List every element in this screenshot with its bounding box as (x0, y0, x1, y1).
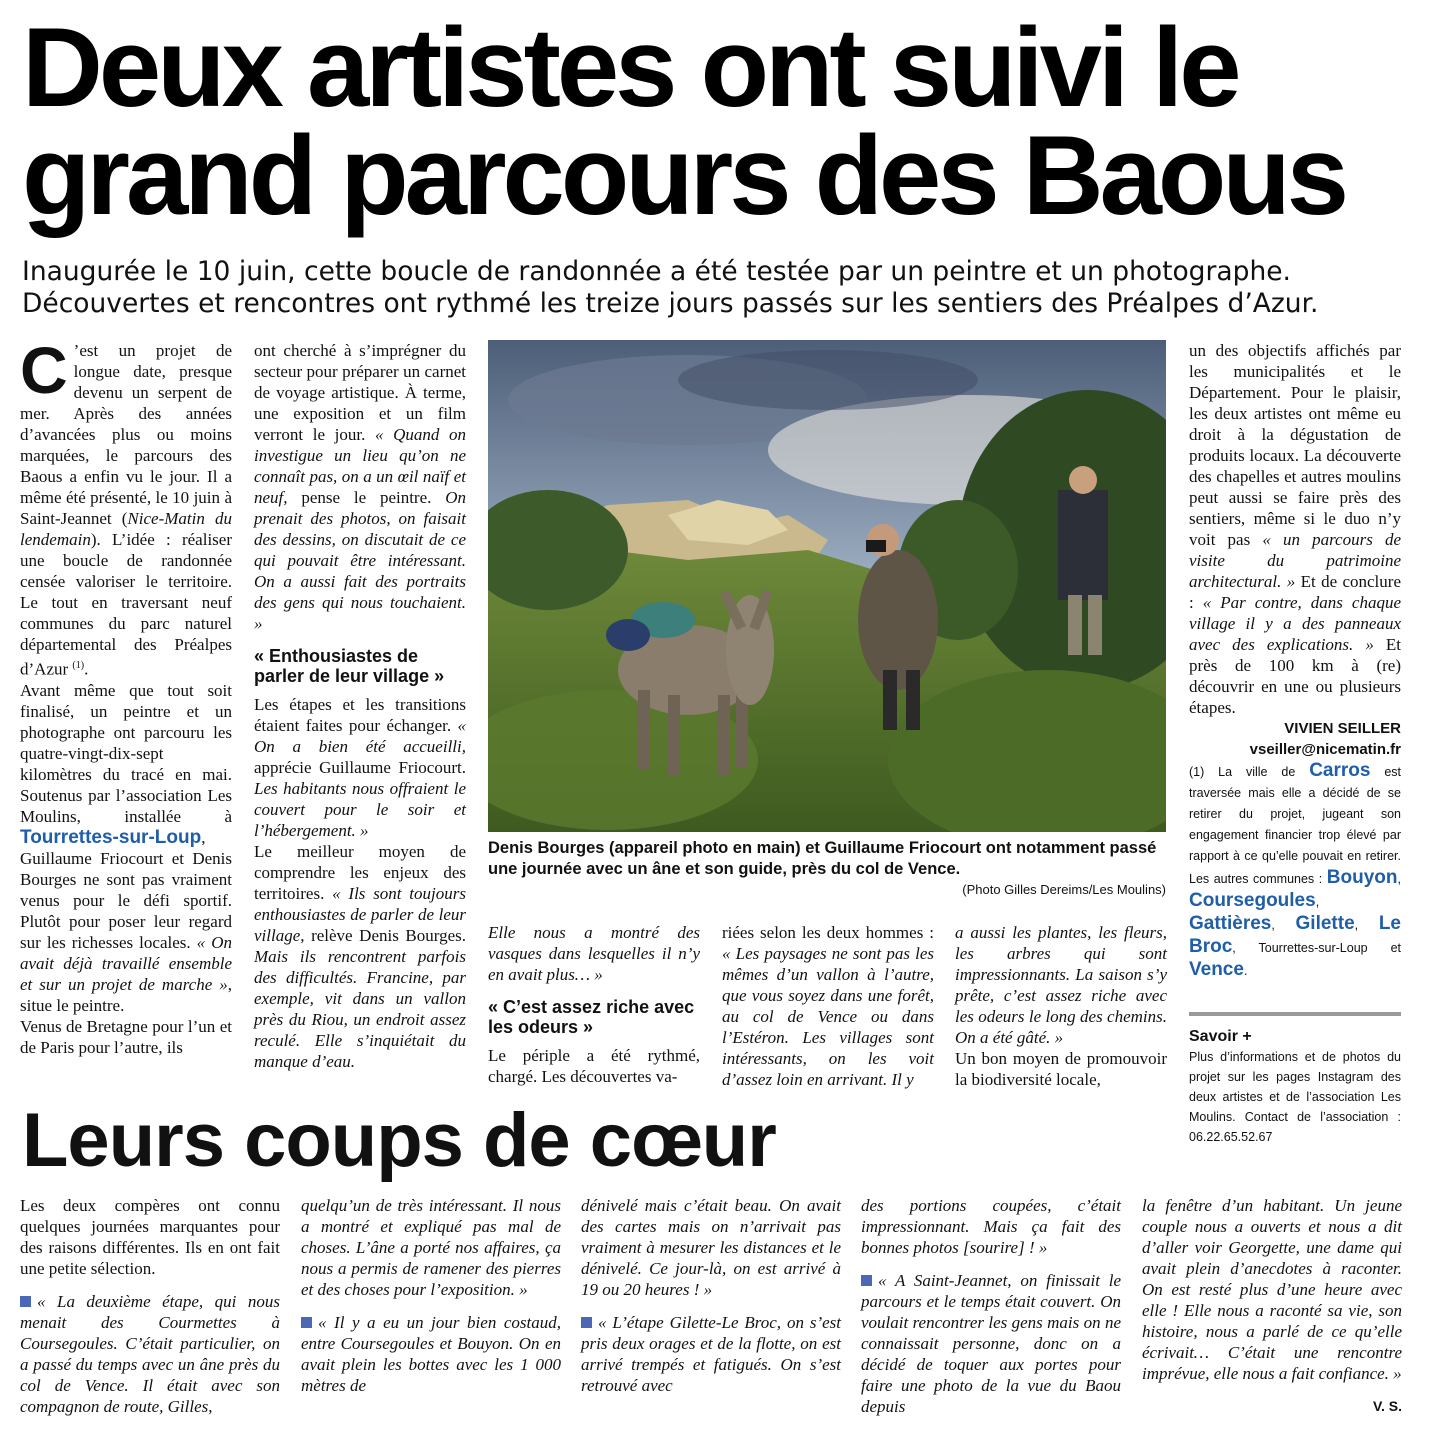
paragraph: « La deuxième étape, qui nous menait des Courmettes à Coursegoules. C’était particulier, on a passé du temps avec un âne près du col de Vence. Il était avec son compagnon de route, Gilles, (20, 1292, 280, 1416)
paragraph: « Il y a eu un jour bien costaud, entre Coursegoules et Bouyon. On en avait plein les bottes avec les 1 000 mètres de (301, 1313, 561, 1395)
intertitle: « C’est assez riche avec les odeurs » (488, 997, 695, 1037)
paragraph: « L’étape Gilette-Le Broc, on s’est pris deux orages et de la flotte, on est arrivé trempés et fatigués. On s’est retrouvé avec (581, 1313, 841, 1395)
box-column-2 (301, 1195, 561, 1408)
box-column-4 (861, 1195, 1121, 1429)
paragraph: riées selon les deux hommes : « Les paysages ne sont pas les mêmes d’un vallon à l’autre, que vous soyez dans une forêt, au col de Vence ou dans l’Estéron. Les villages sont intéressants, on les voit d’assez loin en arrivant. Il y (722, 923, 934, 1089)
section-title: Leurs coups de cœur (22, 1098, 776, 1183)
intertitle: « Enthousiastes de parler de leur village » (254, 646, 445, 686)
subheadline: Inaugurée le 10 juin, cette boucle de randonnée a été testée par un peintre et un photographe. Découvertes et rencontres ont rythmé les treize jours passés sur les sentiers des Préalpes d’Azur. (22, 256, 1319, 319)
divider (1189, 1012, 1401, 1016)
paragraph: des portions coupées, c’était impressionnant. Mais ça fait des bonnes photos [sourire] ! » (861, 1196, 1121, 1257)
bullet-square-icon (301, 1317, 312, 1328)
box-column-1 (20, 1195, 280, 1429)
footnote: (1) La ville de Carros est traversée mais elle a décidé de se retirer du projet, jugeant son engagement financier trop élevé par rapport à ce qu’elle pouvait en retirer. Les autres communes : Bouyon, Coursegoules, Gattières, Gilette, Le Broc, Tourrettes-sur-Loup et Vence. (1189, 760, 1402, 980)
paragraph: quelqu’un de très intéressant. Il nous a montré et expliqué pas mal de choses. L’âne a porté nos affaires, ça nous a permis de ramener des pierres et des choses pour l’exposition. » (301, 1196, 561, 1299)
bullet-square-icon (20, 1296, 31, 1307)
author-name: VIVIEN SEILLER (1284, 720, 1401, 737)
headline: Deux artistes ont suivi le grand parcours des Baous (22, 5, 1346, 238)
photo-credit: (Photo Gilles Dereims/Les Moulins) (962, 882, 1166, 897)
donkey-hikers-image (488, 340, 1166, 832)
article-column-2 (254, 340, 466, 1072)
paragraph: a aussi les plantes, les fleurs, les arbres qui sont impressionnants. La saison s’y prête, c’est assez riche avec les odeurs le long des chemins. On a été gâté. » (955, 923, 1167, 1047)
paragraph: ont cherché à s’imprégner du secteur pour préparer un carnet de voyage artistique. À terme, une exposition et un film verront le jour. « Quand on investigue un lieu qu’on ne connaît pas, on a un œil naïf et neuf, pense le peintre. On prenait des photos, on faisait des dessins, on discutait de ce qui pouvait être intéressant. On a aussi fait des portraits des gens qui nous touchaient. » (254, 341, 466, 633)
paragraph: Venus de Bretagne pour l’un et de Paris pour l’autre, ils (20, 1016, 232, 1057)
article-column-4 (722, 922, 934, 1090)
author-email[interactable]: vseiller@nicematin.fr (1249, 741, 1401, 758)
paragraph: « A Saint-Jeannet, on finissait le parcours et le temps était couvert. On voulait rencontrer les gens mais on ne connaissait personne, donc on a décidé de toquer aux portes pour faire une photo de la vue du Baou depuis (861, 1271, 1121, 1416)
savoir-text: Plus d’informations et de photos du projet sur les pages Instagram des deux artistes et de l’association Les Moulins. Contact de l’association : 06.22.65.52.67 (1189, 1050, 1401, 1144)
article-photo (488, 340, 1166, 832)
paragraph: Avant même que tout soit finalisé, un peintre et un photographe ont parcouru les quatre-vingt-dix-sept kilomètres du tracé en mai. Soutenus par l’association Les Moulins, installée à Tourrettes-sur-Loup, Guillaume Friocourt et Denis Bourges ne sont pas vraiment venus pour le défi sportif. Plutôt pour poser leur regard sur les richesses locales. « On avait déjà travaillé ensemble et sur un projet de marche », situe le peintre. (20, 680, 232, 1015)
signature: V. S. (1372, 1398, 1402, 1414)
savoir-title: Savoir + (1189, 1028, 1252, 1045)
paragraph: dénivelé mais c’était beau. On avait des cartes mais on n’arrivait pas vraiment à mesurer les distances et le dénivelé. Ce jour-là, on est arrivé à 19 ou 20 heures ! » (581, 1196, 841, 1299)
photo-caption: Denis Bourges (appareil photo en main) et Guillaume Friocourt ont notamment passé une journée avec un âne et son guide, près du col de Vence. (488, 839, 1157, 878)
paragraph: Le meilleur moyen de comprendre les enjeux des territoires. « Ils sont toujours enthousiastes de parler de leur village, relève Denis Bourges. Mais ils rencontrent parfois des difficultés. Francine, par exemple, vit dans un vallon près du Riou, un endroit assez reculé. Elle s’inquiétait du manque d’eau. (254, 842, 466, 1071)
article-column-5 (955, 922, 1167, 1090)
box-column-3 (581, 1195, 841, 1408)
place-name: Tourrettes-sur-Loup (20, 826, 202, 848)
paragraph: Le périple a été rythmé, chargé. Les découvertes va- (488, 1046, 700, 1086)
footnote-ref: (1) (72, 660, 85, 671)
article-column-6 (1189, 340, 1401, 1147)
bullet-square-icon (861, 1275, 872, 1286)
box-column-5 (1142, 1195, 1402, 1417)
drop-cap: C (20, 333, 68, 407)
article-column-3 (488, 922, 700, 1087)
paragraph: Les deux compères ont connu quelques journées marquantes pour des raisons différentes. Ils en ont fait une petite sélection. (20, 1196, 280, 1278)
paragraph: un des objectifs affichés par les municipalités et le Département. Pour le plaisir, les deux artistes ont même eu droit à la dégustation de produits locaux. La découverte des chapelles et autres moulins peut aussi se faire près des sentiers, même si le duo n’y voit pas « un parcours de visite du patrimoine architectural. » Et de conclure : « Par contre, dans chaque village il y a des panneaux avec des explications. » Et près de 100 km à (re) découvrir en une ou plusieurs étapes. (1189, 341, 1401, 717)
article-column-1 (20, 333, 233, 1058)
paragraph: la fenêtre d’un habitant. Un jeune couple nous a ouverts et nous a dit d’aller voir Georgette, une dame qui avait plein d’anecdotes à raconter. On est resté plus d’une heure avec elle ! Elle nous a raconté sa vie, son histoire, nous a parlé de ce qu’elle écrivait… C’était une rencontre imprévue, elle nous a fait confiance. » (1142, 1196, 1402, 1383)
bullet-square-icon (581, 1317, 592, 1328)
paragraph: Les étapes et les transitions étaient faites pour échanger. « On a bien été accueilli, apprécie Guillaume Friocourt. Les habitants nous offraient le couvert pour le soir et l’hébergement. » (254, 695, 466, 840)
paragraph: Elle nous a montré des vasques dans lesquelles il n’y en avait plus… » (488, 923, 700, 984)
paragraph: C ’est un projet de longue date, presque devenu un serpent de mer. Après des années d’avancées plus ou moins marquées, le parcours des Baous a enfin vu le jour. Il a même été présenté, le 10 juin à Saint-Jeannet (Nice-Matin du lendemain). L’idée : réaliser une boucle de randonnée censée valoriser le territoire. Le tout en traversant neuf communes du parc naturel départemental des Préalpes d’Azur $^{(1)}$. (20, 333, 233, 679)
paragraph: Un bon moyen de promouvoir la biodiversité locale, (955, 1049, 1167, 1089)
